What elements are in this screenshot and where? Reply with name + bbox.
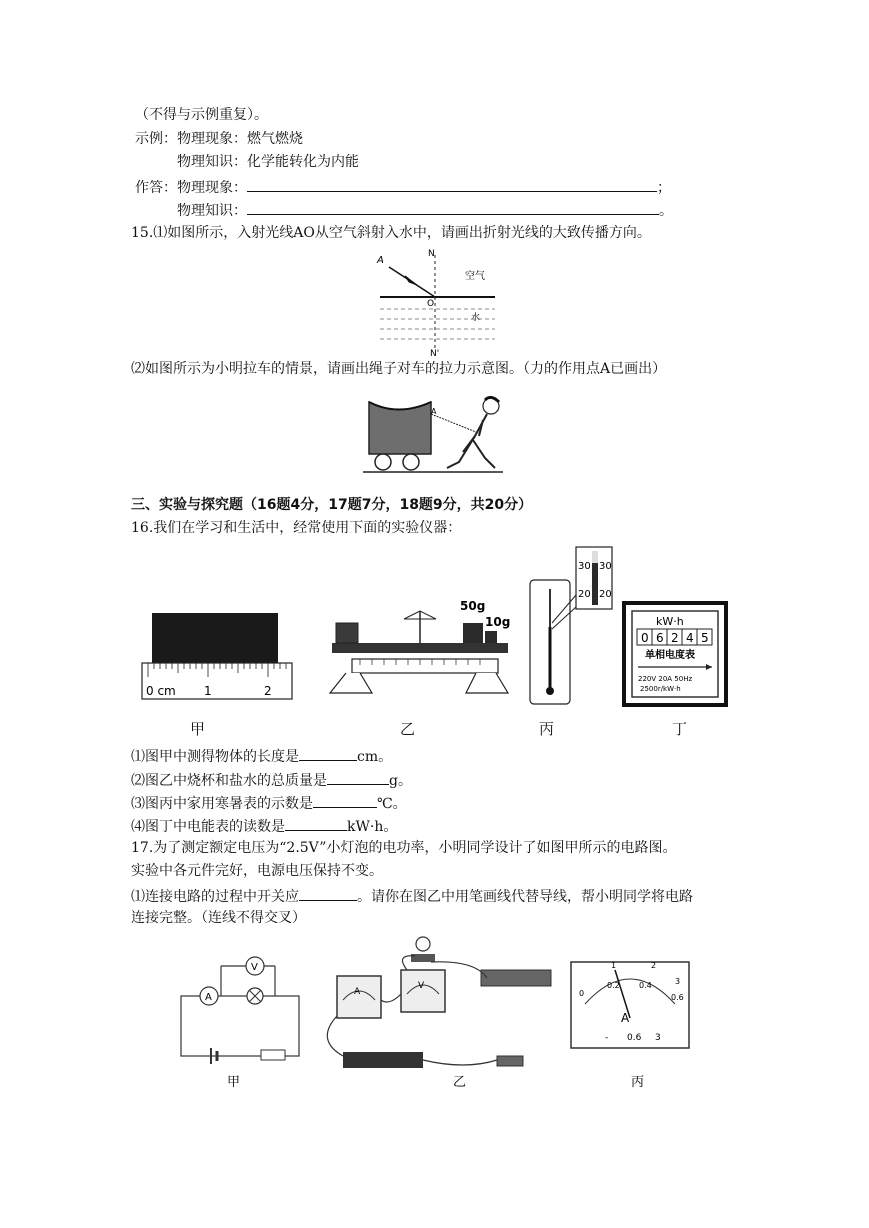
answer-blank[interactable] xyxy=(247,200,659,215)
balance-beam xyxy=(352,659,498,673)
dial-scale: 0 xyxy=(579,989,585,998)
real-voltmeter-label: V xyxy=(418,981,425,991)
meter-unit: kW·h xyxy=(656,615,684,628)
answer-blank[interactable] xyxy=(247,177,657,192)
unit: ℃。 xyxy=(377,796,407,812)
meter-digit: 5 xyxy=(701,631,709,645)
dial-scale: 1 xyxy=(611,961,617,970)
question-text: ⑷图丁中电能表的读数是 xyxy=(131,819,285,835)
caption-yi: 乙 xyxy=(400,720,416,738)
dial-scale: 3 xyxy=(675,977,681,986)
question-16-4 xyxy=(131,816,397,836)
schematic xyxy=(181,966,299,1056)
question-text: 。请你在图乙中用笔画线代替导线，帮小明同学将电路 xyxy=(357,889,693,905)
question-16: 16.我们在学习和生活中，经常使用下面的实验仪器： xyxy=(131,520,462,536)
question-16-2 xyxy=(131,770,412,790)
boy-leg xyxy=(473,440,495,468)
question-text: ⑶图丙中家用寒暑表的示数是 xyxy=(131,796,313,812)
answer-blank[interactable] xyxy=(299,746,357,761)
wheel xyxy=(375,454,391,470)
question-15-1: 15.⑴如图所示，入射光线AO从空气斜射入水中，请画出折射光线的大致传播方向。 xyxy=(131,225,651,241)
real-ammeter-label: A xyxy=(354,987,361,997)
caption-bing: 丙 xyxy=(631,1075,645,1090)
section-heading: 三、实验与探究题（16题4分，17题7分，18题9分，共20分） xyxy=(131,497,533,513)
meter-spec1: 220V 20A 50Hz xyxy=(638,675,693,683)
meter-digit: 6 xyxy=(656,631,664,645)
circuit-figure xyxy=(175,930,695,1090)
balance-pans xyxy=(332,643,508,653)
measured-block xyxy=(152,613,278,665)
thermo-30-left: 30 xyxy=(578,561,591,572)
question-17-1 xyxy=(131,886,693,906)
unit: cm。 xyxy=(357,749,393,765)
instruments-figure xyxy=(140,545,730,715)
meter-digit: 2 xyxy=(671,631,679,645)
weight-50g xyxy=(463,623,483,643)
dial-scale: 0.6 xyxy=(671,993,684,1002)
zoom-liquid xyxy=(592,563,598,605)
boy-body xyxy=(463,414,487,452)
label-water: 水 xyxy=(471,313,481,323)
punct: ； xyxy=(657,180,671,196)
caption-bing: 丙 xyxy=(539,720,555,738)
punct: 。 xyxy=(659,203,673,219)
meter-name: 单相电度表 xyxy=(645,650,695,661)
ruler-label-2: 2 xyxy=(264,684,272,698)
thermo-20-right: 20 xyxy=(599,589,612,600)
dial-scale: 0.4 xyxy=(639,981,652,990)
ray-arrowhead xyxy=(405,276,417,285)
weight-10g xyxy=(485,631,497,643)
answer-blank[interactable] xyxy=(299,886,357,901)
beaker xyxy=(336,623,358,643)
question-17-1-cont: 连接完整。（连线不得交叉） xyxy=(131,910,306,926)
question-16-1 xyxy=(131,746,392,766)
dial-unit: A xyxy=(621,1011,630,1025)
balance-foot xyxy=(466,673,508,693)
thermometer-bulb xyxy=(546,687,554,695)
label-N: N xyxy=(428,249,435,259)
question-text: ⑵图乙中烧杯和盐水的总质量是 xyxy=(131,773,327,789)
question-16-3 xyxy=(131,793,407,813)
label-air: 空气 xyxy=(465,271,485,282)
text-line: 示例：物理现象：燃气燃烧 xyxy=(135,131,303,147)
ruler-label-1: 1 xyxy=(204,684,212,698)
meter-digit: 0 xyxy=(641,631,649,645)
label-50g: 50g xyxy=(460,599,486,613)
question-text: ⑴图甲中测得物体的长度是 xyxy=(131,749,299,765)
question-15-2: ⑵如图所示为小明拉车的情景，请画出绳子对车的拉力示意图。（力的作用点A已画出） xyxy=(131,361,667,377)
label-A: A xyxy=(431,407,437,416)
dial-terminal: - xyxy=(605,1033,609,1043)
caption-jia: 甲 xyxy=(227,1075,241,1090)
answer-blank[interactable] xyxy=(313,793,377,808)
label-10g: 10g xyxy=(485,615,511,629)
rope xyxy=(431,414,481,434)
thermo-30-right: 30 xyxy=(599,561,612,572)
unit: kW·h。 xyxy=(347,819,398,835)
real-circuit xyxy=(327,937,551,1068)
meter-digit: 4 xyxy=(686,631,694,645)
schematic-ammeter-label: A xyxy=(205,992,212,1003)
answer-blank[interactable] xyxy=(285,816,347,831)
wheel xyxy=(403,454,419,470)
label-A: A xyxy=(377,255,384,266)
dial-scale: 2 xyxy=(651,961,657,970)
caption-jia: 甲 xyxy=(190,720,206,738)
answer-label: 作答：物理现象： xyxy=(135,180,247,196)
dial-scale: 0.2 xyxy=(607,981,620,990)
ruler-label-0cm: 0 cm xyxy=(146,684,176,698)
meter-spec2: 2500r/kW·h xyxy=(640,685,681,693)
text-line: 物理知识：化学能转化为内能 xyxy=(177,154,359,170)
unit: g。 xyxy=(389,773,412,789)
optics-figure xyxy=(375,247,505,362)
answer-blank[interactable] xyxy=(327,770,389,785)
thermo-20-left: 20 xyxy=(578,589,591,600)
question-17-line2: 实验中各元件完好，电源电压保持不变。 xyxy=(131,863,383,879)
text-line xyxy=(135,177,671,197)
cart-figure xyxy=(363,392,503,474)
text-line xyxy=(177,200,673,220)
caption-ding: 丁 xyxy=(672,720,688,738)
answer-label: 物理知识： xyxy=(177,203,247,219)
schematic-voltmeter-label: V xyxy=(251,962,258,973)
label-N-prime: N' xyxy=(430,349,440,359)
label-O: O xyxy=(427,299,435,309)
dial-terminal: 0.6 xyxy=(627,1033,642,1043)
caption-yi: 乙 xyxy=(453,1075,467,1090)
dial-terminal: 3 xyxy=(655,1033,661,1043)
schematic-rheostat xyxy=(261,1050,285,1060)
question-17-line1: 17.为了测定额定电压为“2.5V”小灯泡的电功率，小明同学设计了如图甲所示的电路图。 xyxy=(131,840,677,856)
text-line: （不得与示例重复）。 xyxy=(135,107,268,123)
question-text: ⑴连接电路的过程中开关应 xyxy=(131,889,299,905)
balance-foot xyxy=(330,673,372,693)
